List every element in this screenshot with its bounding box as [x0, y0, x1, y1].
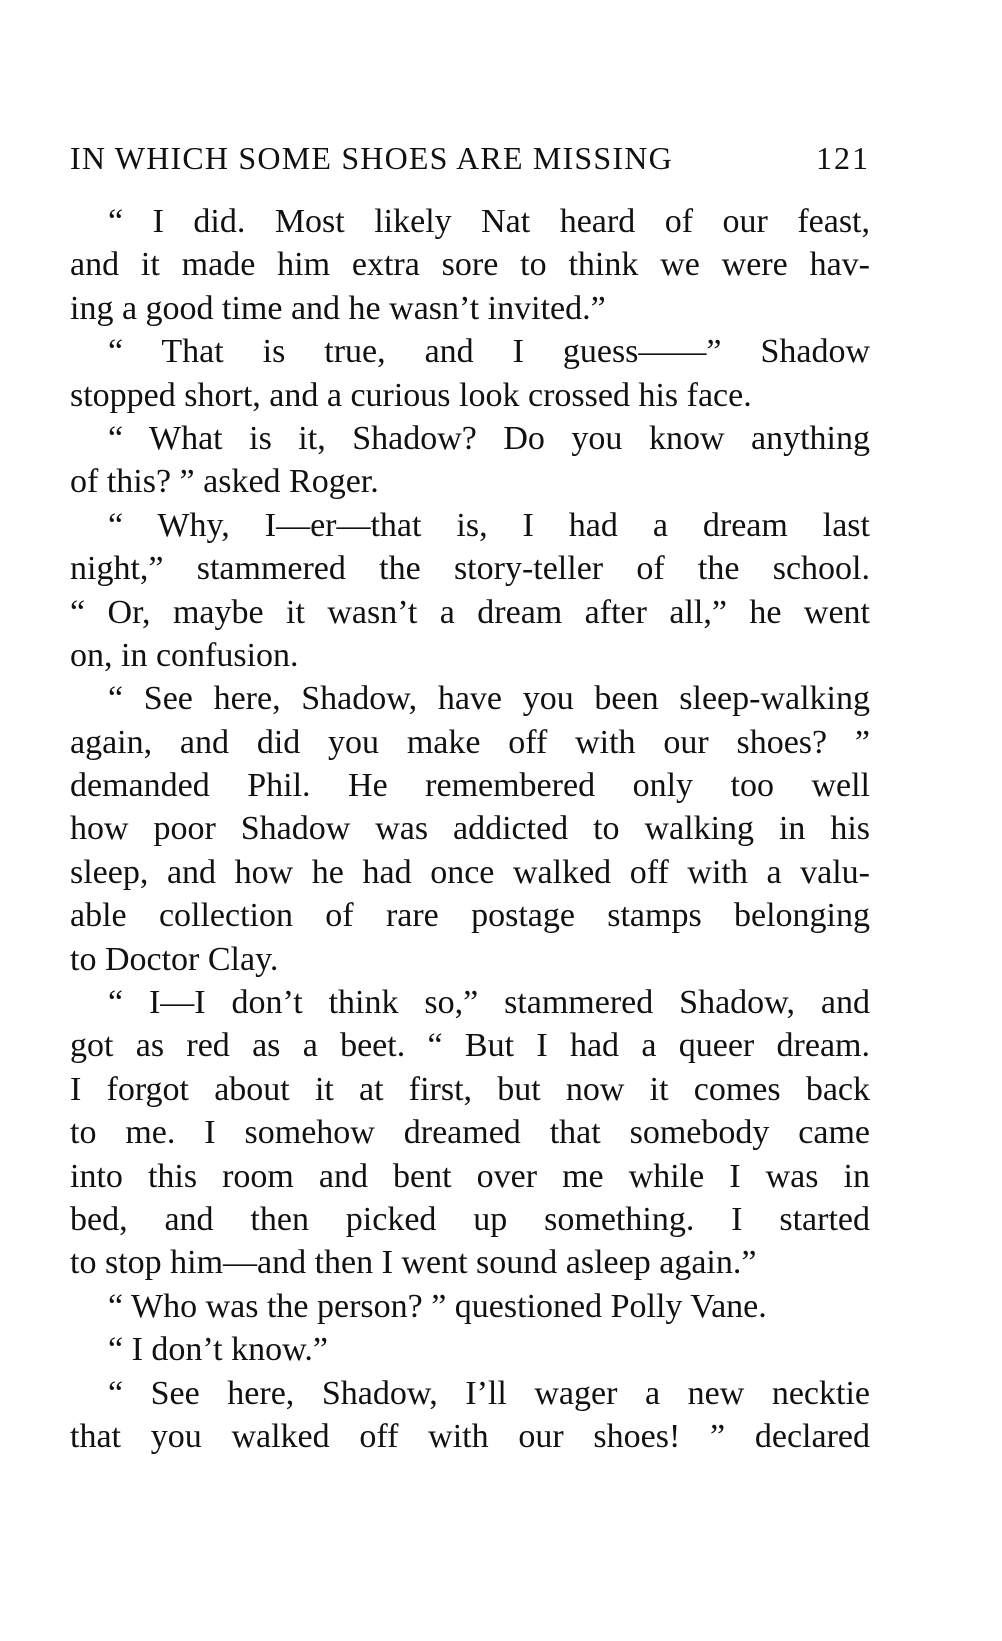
- text-line: and it made him extra sore to think we were hav-: [70, 246, 870, 284]
- text-line: “ What is it, Shadow? Do you know anything: [108, 419, 870, 457]
- chapter-title: IN WHICH SOME SHOES ARE MISSING: [70, 140, 673, 176]
- text-line: sleep, and how he had once walked off with a valu-: [70, 853, 870, 891]
- text-line: “ Why, I—er—that is, I had a dream last: [108, 506, 870, 544]
- text-line: of this? ” asked Roger.: [70, 463, 379, 501]
- text-line: stopped short, and a curious look crossed his face.: [70, 376, 752, 414]
- text-line: able collection of rare postage stamps belonging: [70, 897, 870, 935]
- text-line: “ See here, Shadow, I’ll wager a new necktie: [108, 1374, 870, 1412]
- text-line: got as red as a beet. “ But I had a queer dream.: [70, 1027, 870, 1065]
- text-line: demanded Phil. He remembered only too well: [70, 767, 870, 805]
- text-line: “ I don’t know.”: [108, 1331, 329, 1369]
- text-line: how poor Shadow was addicted to walking in his: [70, 810, 870, 848]
- text-line: to me. I somehow dreamed that somebody came: [70, 1114, 870, 1152]
- text-line: night,” stammered the story-teller of the school.: [70, 550, 870, 588]
- text-line: “ See here, Shadow, have you been sleep-walking: [108, 680, 870, 718]
- text-line: “ That is true, and I guess——” Shadow: [108, 333, 870, 371]
- text-line: ing a good time and he wasn’t invited.”: [70, 289, 606, 327]
- text-line: “ I did. Most likely Nat heard of our feast,: [108, 203, 870, 240]
- text-line: “ Or, maybe it wasn’t a dream after all,” he went: [70, 593, 870, 631]
- text-line: to Doctor Clay.: [70, 940, 279, 978]
- text-line: bed, and then picked up something. I started: [70, 1200, 870, 1238]
- text-line: that you walked off with our shoes! ” declared: [70, 1417, 870, 1455]
- text-line: to stop him—and then I went sound asleep again.”: [70, 1244, 757, 1282]
- text-line: again, and did you make off with our shoes? ”: [70, 723, 870, 761]
- body-text: [70, 200, 870, 1458]
- text-line: “ Who was the person? ” questioned Polly Vane.: [108, 1287, 767, 1325]
- text-line: on, in confusion.: [70, 636, 299, 674]
- text-line: “ I—I don’t think so,” stammered Shadow, and: [108, 984, 870, 1022]
- text-line: into this room and bent over me while I was in: [70, 1157, 870, 1195]
- running-head: [70, 138, 870, 178]
- text-line: I forgot about it at first, but now it comes back: [70, 1070, 870, 1108]
- page-number: 121: [816, 140, 870, 176]
